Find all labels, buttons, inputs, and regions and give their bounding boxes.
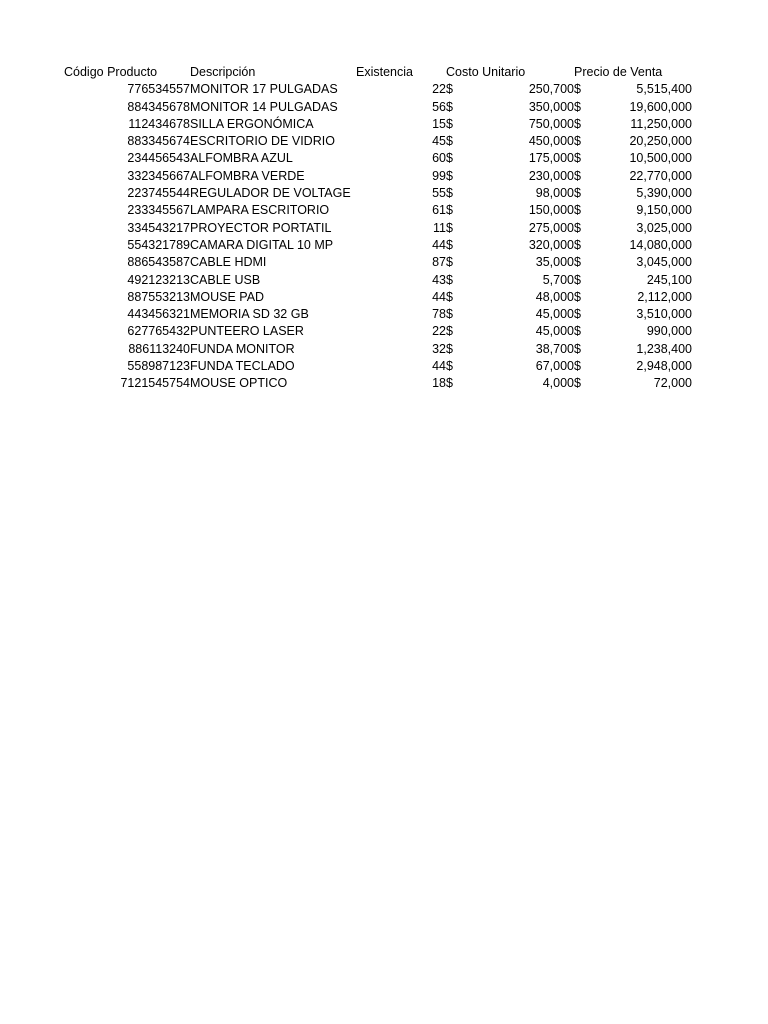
cell-description: ALFOMBRA AZUL bbox=[190, 151, 293, 166]
cell-code: 554321789 bbox=[127, 237, 190, 252]
cell-code: 223745544 bbox=[127, 186, 190, 201]
cell-description: FUNDA TECLADO bbox=[190, 359, 295, 374]
cell-description: PUNTEERO LASER bbox=[190, 324, 304, 339]
cell-code: 7121545754 bbox=[120, 376, 190, 391]
cell-sale-price: 245,100 bbox=[646, 272, 692, 287]
cell-price-currency: $ bbox=[574, 341, 581, 356]
table-row bbox=[64, 220, 692, 237]
cell-unit-cost: 275,000 bbox=[528, 220, 574, 235]
cell-unit-cost: 175,000 bbox=[528, 151, 574, 166]
cell-unit-cost: 150,000 bbox=[528, 203, 574, 218]
table-row bbox=[64, 168, 692, 185]
cell-stock: 22 bbox=[432, 82, 446, 97]
cell-sale-price: 5,390,000 bbox=[636, 186, 692, 201]
cell-description: MEMORIA SD 32 GB bbox=[190, 307, 309, 322]
cell-sale-price: 3,045,000 bbox=[636, 255, 692, 270]
cell-price-currency: $ bbox=[574, 134, 581, 149]
table-row bbox=[64, 133, 692, 150]
cell-stock: 45 bbox=[432, 134, 446, 149]
cell-code: 332345667 bbox=[127, 168, 190, 183]
cell-sale-price: 2,948,000 bbox=[636, 359, 692, 374]
cell-stock: 15 bbox=[432, 116, 446, 131]
cell-cost-currency: $ bbox=[446, 359, 453, 374]
table-row bbox=[64, 150, 692, 167]
cell-cost-currency: $ bbox=[446, 99, 453, 114]
cell-price-currency: $ bbox=[574, 324, 581, 339]
cell-description: MOUSE OPTICO bbox=[190, 376, 288, 391]
cell-stock: 99 bbox=[432, 168, 446, 183]
cell-code: 627765432 bbox=[127, 324, 190, 339]
cell-stock: 32 bbox=[432, 341, 446, 356]
header-row bbox=[64, 64, 692, 81]
cell-sale-price: 22,770,000 bbox=[629, 168, 692, 183]
table-row bbox=[64, 358, 692, 375]
cell-unit-cost: 4,000 bbox=[542, 376, 574, 391]
cell-stock: 11 bbox=[433, 220, 446, 235]
cell-sale-price: 14,080,000 bbox=[629, 237, 692, 252]
header-code: Código Producto bbox=[64, 65, 158, 79]
cell-description: REGULADOR DE VOLTAGE bbox=[190, 186, 351, 201]
table-row bbox=[64, 306, 692, 323]
cell-cost-currency: $ bbox=[446, 255, 453, 270]
table-row bbox=[64, 116, 692, 133]
cell-stock: 55 bbox=[432, 186, 446, 201]
cell-sale-price: 9,150,000 bbox=[636, 203, 692, 218]
cell-cost-currency: $ bbox=[446, 151, 453, 166]
cell-stock: 56 bbox=[432, 99, 446, 114]
table-row bbox=[64, 202, 692, 219]
cell-sale-price: 19,600,000 bbox=[629, 99, 692, 114]
table-row bbox=[64, 81, 692, 98]
cell-price-currency: $ bbox=[574, 220, 581, 235]
cell-cost-currency: $ bbox=[446, 186, 453, 201]
cell-description: PROYECTOR PORTATIL bbox=[190, 220, 332, 235]
cell-price-currency: $ bbox=[574, 289, 581, 304]
cell-sale-price: 5,515,400 bbox=[636, 82, 692, 97]
cell-stock: 60 bbox=[432, 151, 446, 166]
cell-unit-cost: 38,700 bbox=[535, 341, 574, 356]
cell-unit-cost: 35,000 bbox=[535, 255, 574, 270]
cell-stock: 18 bbox=[432, 376, 446, 391]
cell-unit-cost: 5,700 bbox=[542, 272, 574, 287]
cell-cost-currency: $ bbox=[446, 82, 453, 97]
cell-cost-currency: $ bbox=[446, 116, 453, 131]
cell-description: ALFOMBRA VERDE bbox=[190, 168, 305, 183]
cell-unit-cost: 230,000 bbox=[528, 168, 574, 183]
cell-stock: 44 bbox=[432, 359, 446, 374]
cell-unit-cost: 67,000 bbox=[535, 359, 574, 374]
cell-stock: 87 bbox=[432, 255, 446, 270]
cell-description: MOUSE PAD bbox=[190, 289, 265, 304]
cell-code: 492123213 bbox=[127, 272, 190, 287]
cell-sale-price: 990,000 bbox=[646, 324, 692, 339]
cell-stock: 43 bbox=[432, 272, 446, 287]
cell-price-currency: $ bbox=[574, 359, 581, 374]
cell-sale-price: 10,500,000 bbox=[629, 151, 692, 166]
cell-price-currency: $ bbox=[574, 186, 581, 201]
table-row bbox=[64, 289, 692, 306]
header-stock: Existencia bbox=[356, 65, 413, 79]
cell-sale-price: 72,000 bbox=[653, 376, 692, 391]
cell-price-currency: $ bbox=[574, 151, 581, 166]
cell-description: MONITOR 14 PULGADAS bbox=[190, 99, 338, 114]
table-row bbox=[64, 272, 692, 289]
cell-description: ESCRITORIO DE VIDRIO bbox=[190, 134, 335, 149]
cell-cost-currency: $ bbox=[446, 324, 453, 339]
cell-sale-price: 3,025,000 bbox=[636, 220, 692, 235]
cell-unit-cost: 45,000 bbox=[535, 324, 574, 339]
cell-unit-cost: 350,000 bbox=[528, 99, 574, 114]
cell-cost-currency: $ bbox=[446, 134, 453, 149]
cell-price-currency: $ bbox=[574, 203, 581, 218]
table-row bbox=[64, 323, 692, 340]
cell-unit-cost: 48,000 bbox=[535, 289, 574, 304]
cell-stock: 78 bbox=[432, 307, 446, 322]
cell-code: 443456321 bbox=[127, 307, 190, 322]
cell-stock: 61 bbox=[432, 203, 446, 218]
cell-sale-price: 3,510,000 bbox=[636, 307, 692, 322]
cell-unit-cost: 98,000 bbox=[535, 186, 574, 201]
cell-cost-currency: $ bbox=[446, 376, 453, 391]
cell-price-currency: $ bbox=[574, 168, 581, 183]
cell-description: SILLA ERGONÓMICA bbox=[190, 116, 314, 131]
table-row bbox=[64, 341, 692, 358]
cell-code: 334543217 bbox=[127, 220, 190, 235]
cell-code: 883345674 bbox=[127, 134, 190, 149]
cell-description: CABLE USB bbox=[190, 272, 261, 287]
cell-cost-currency: $ bbox=[446, 341, 453, 356]
cell-code: 558987123 bbox=[127, 359, 190, 374]
table-row bbox=[64, 254, 692, 271]
cell-sale-price: 1,238,400 bbox=[636, 341, 692, 356]
cell-description: LAMPARA ESCRITORIO bbox=[190, 203, 330, 218]
cell-unit-cost: 750,000 bbox=[528, 116, 574, 131]
cell-stock: 22 bbox=[432, 324, 446, 339]
header-sale-price: Precio de Venta bbox=[574, 65, 663, 79]
cell-code: 887553213 bbox=[127, 289, 190, 304]
cell-stock: 44 bbox=[432, 289, 446, 304]
table-body bbox=[64, 81, 692, 392]
cell-price-currency: $ bbox=[574, 307, 581, 322]
inventory-table bbox=[64, 64, 692, 393]
cell-description: CAMARA DIGITAL 10 MP bbox=[190, 237, 334, 252]
table-row bbox=[64, 99, 692, 116]
cell-code: 884345678 bbox=[127, 99, 190, 114]
cell-cost-currency: $ bbox=[446, 272, 453, 287]
cell-code: 776534557 bbox=[127, 82, 190, 97]
cell-cost-currency: $ bbox=[446, 307, 453, 322]
cell-code: 886113240 bbox=[128, 341, 190, 356]
cell-price-currency: $ bbox=[574, 376, 581, 391]
cell-code: 886543587 bbox=[127, 255, 190, 270]
cell-stock: 44 bbox=[432, 237, 446, 252]
cell-cost-currency: $ bbox=[446, 220, 453, 235]
table-row bbox=[64, 237, 692, 254]
cell-price-currency: $ bbox=[574, 82, 581, 97]
cell-price-currency: $ bbox=[574, 99, 581, 114]
cell-code: 234456543 bbox=[127, 151, 190, 166]
header-description: Descripción bbox=[190, 65, 256, 79]
cell-description: MONITOR 17 PULGADAS bbox=[190, 82, 338, 97]
cell-cost-currency: $ bbox=[446, 237, 453, 252]
cell-price-currency: $ bbox=[574, 116, 581, 131]
cell-sale-price: 20,250,000 bbox=[629, 134, 692, 149]
cell-cost-currency: $ bbox=[446, 203, 453, 218]
cell-unit-cost: 320,000 bbox=[528, 237, 574, 252]
cell-unit-cost: 450,000 bbox=[528, 134, 574, 149]
cell-price-currency: $ bbox=[574, 237, 581, 252]
cell-price-currency: $ bbox=[574, 255, 581, 270]
cell-description: FUNDA MONITOR bbox=[190, 341, 295, 356]
cell-sale-price: 11,250,000 bbox=[630, 116, 692, 131]
table-row bbox=[64, 375, 692, 392]
cell-price-currency: $ bbox=[574, 272, 581, 287]
cell-code: 233345567 bbox=[127, 203, 190, 218]
cell-cost-currency: $ bbox=[446, 289, 453, 304]
cell-description: CABLE HDMI bbox=[190, 255, 267, 270]
cell-code: 112434678 bbox=[128, 116, 190, 131]
table-row bbox=[64, 185, 692, 202]
cell-cost-currency: $ bbox=[446, 168, 453, 183]
header-unit-cost: Costo Unitario bbox=[446, 65, 526, 79]
cell-unit-cost: 45,000 bbox=[535, 307, 574, 322]
cell-sale-price: 2,112,000 bbox=[637, 289, 692, 304]
cell-unit-cost: 250,700 bbox=[528, 82, 574, 97]
